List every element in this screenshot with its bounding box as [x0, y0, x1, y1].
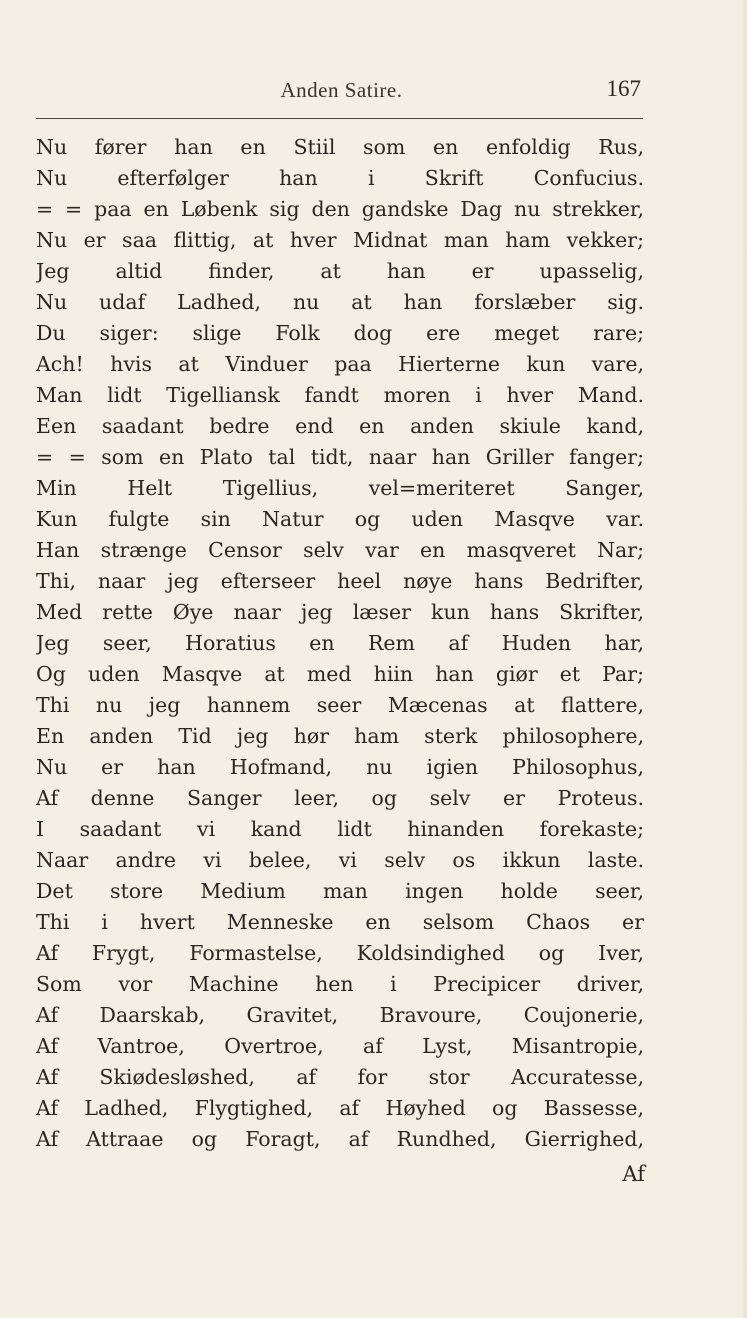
verse-line-1: Nu fører han en Stiil som en enfoldig Rus,	[36, 135, 644, 159]
verse-line-14: Han strænge Censor selv var en masqveret Nar;	[36, 538, 644, 562]
verse-line-20: En anden Tid jeg hør ham sterk philosophere,	[36, 724, 644, 748]
verse-line-31: Af Skiødesløshed, af for stor Accuratesse,	[36, 1065, 644, 1089]
verse-line-10: Een saadant bedre end en anden skiule kand,	[36, 414, 644, 438]
header-rule	[36, 118, 643, 119]
verse-line-17: Jeg seer, Horatius en Rem af Huden har,	[36, 631, 644, 655]
verse-line-4: Nu er saa flittig, at hver Midnat man ham vekker;	[36, 228, 644, 252]
verse-line-8: Ach! hvis at Vinduer paa Hierterne kun vare,	[36, 352, 644, 376]
page-number: 167	[606, 76, 641, 101]
verse-line-18: Og uden Masqve at med hiin han giør et Par;	[36, 662, 644, 686]
verse-line-21: Nu er han Hofmand, nu igien Philosophus,	[36, 755, 644, 779]
verse-line-29: Af Daarskab, Gravitet, Bravoure, Coujonerie,	[36, 1003, 644, 1027]
verse-line-12: Min Helt Tigellius, vel=meriteret Sanger,	[36, 476, 644, 500]
verse-line-28: Som vor Machine hen i Precipicer driver,	[36, 972, 644, 996]
verse-line-23: I saadant vi kand lidt hinanden forekaste;	[36, 817, 644, 841]
verse-line-7: Du siger: slige Folk dog ere meget rare;	[36, 321, 644, 345]
verse-line-13: Kun fulgte sin Natur og uden Masqve var.	[36, 507, 644, 531]
page-edge	[741, 0, 747, 1318]
verse-line-26: Thi i hvert Menneske en selsom Chaos er	[36, 910, 644, 934]
verse-line-32: Af Ladhed, Flygtighed, af Høyhed og Bassesse,	[36, 1096, 644, 1120]
poem-text	[36, 132, 644, 1155]
verse-line-5: Jeg altid finder, at han er upasselig,	[36, 259, 644, 283]
verse-line-22: Af denne Sanger leer, og selv er Proteus.	[36, 786, 644, 810]
verse-line-33: Af Attraae og Foragt, af Rundhed, Gierrighed,	[36, 1127, 644, 1151]
verse-line-9: Man lidt Tigelliansk fandt moren i hver Mand.	[36, 383, 644, 407]
verse-line-6: Nu udaf Ladhed, nu at han forslæber sig.	[36, 290, 644, 314]
verse-line-3: = = paa en Løbenk sig den gandske Dag nu strekker,	[36, 197, 644, 221]
verse-line-19: Thi nu jeg hannem seer Mæcenas at flattere,	[36, 693, 644, 717]
verse-line-30: Af Vantroe, Overtroe, af Lyst, Misantropie,	[36, 1034, 644, 1058]
verse-line-25: Det store Medium man ingen holde seer,	[36, 879, 644, 903]
catchword: Af	[622, 1162, 645, 1186]
verse-line-16: Med rette Øye naar jeg læser kun hans Skrifter,	[36, 600, 644, 624]
verse-line-24: Naar andre vi belee, vi selv os ikkun laste.	[36, 848, 644, 872]
verse-line-15: Thi, naar jeg efterseer heel nøye hans Bedrifter,	[36, 569, 644, 593]
page-header	[40, 76, 643, 108]
verse-line-2: Nu efterfølger han i Skrift Confucius.	[36, 166, 644, 190]
verse-line-11: = = som en Plato tal tidt, naar han Griller fanger;	[36, 445, 644, 469]
verse-line-27: Af Frygt, Formastelse, Koldsindighed og Iver,	[36, 941, 644, 965]
running-title: Anden Satire.	[280, 78, 403, 102]
